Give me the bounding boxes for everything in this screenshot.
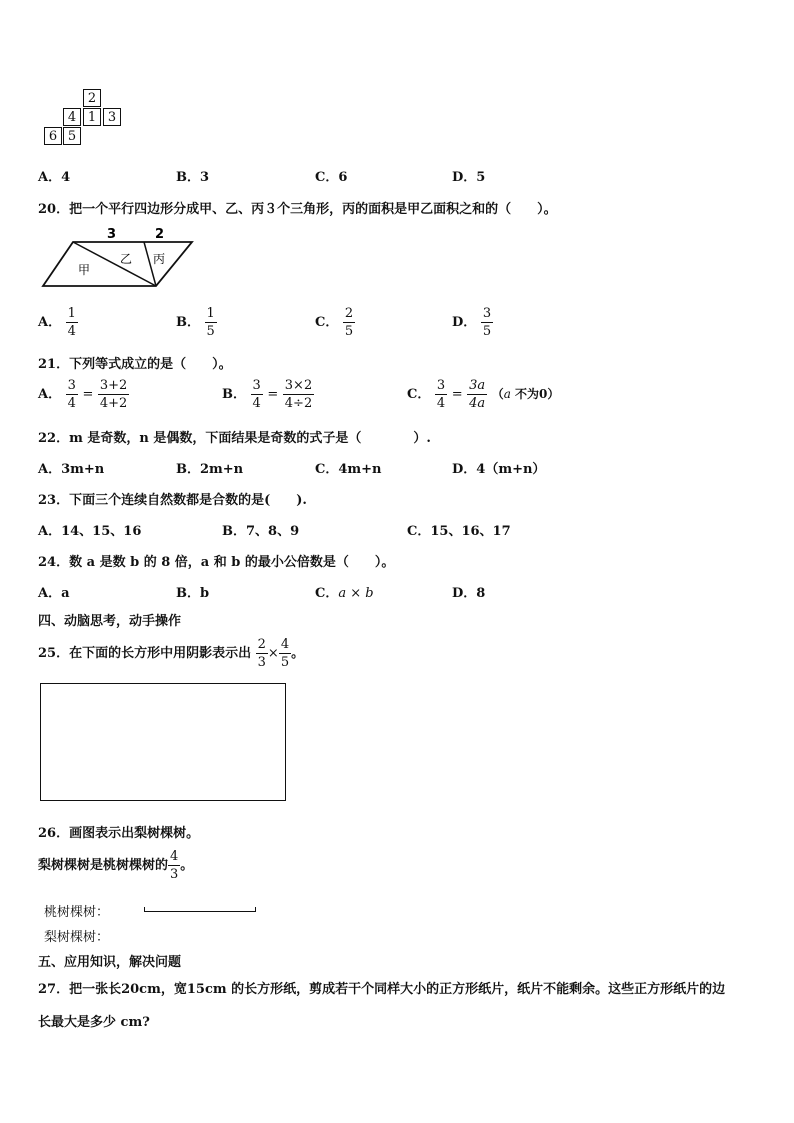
equals-sign: = — [267, 387, 279, 402]
q22-question: 22．m 是奇数，n 是偶数，下面结果是奇数的式子是（ ）. — [38, 431, 431, 446]
q24-option-c[interactable] — [315, 582, 374, 601]
fig-label-jia: 甲 — [78, 263, 91, 277]
q20-option-d[interactable] — [452, 307, 493, 338]
net-cell: 3 — [103, 108, 121, 126]
fraction: $\frac{3}{5}$ — [482, 306, 492, 339]
net-cell: 4 — [63, 108, 81, 126]
fraction: $\frac{3}{4}$ — [67, 378, 76, 411]
fraction: $\frac{4}{5}$ — [280, 637, 290, 670]
option-label: A． — [38, 315, 62, 330]
q24-question: 24．数 a 是数 b 的 8 倍，a 和 b 的最小公倍数是（ ）。 — [38, 555, 395, 570]
q27-question-line1: 27．把一张长20cm，宽15cm 的长方形纸，剪成若干个同样大小的正方形纸片，纸片不能剩余。这些正方形纸片的边 — [38, 982, 726, 997]
fraction: $\frac{3}{4}$ — [436, 378, 446, 411]
net-cell: 6 — [44, 127, 62, 145]
condition-note: （a 不为0） — [491, 387, 560, 401]
fraction: $\frac{3+2}{4+2}$ — [99, 378, 128, 411]
option-label: C． — [407, 387, 431, 402]
times-sign: × — [267, 646, 279, 661]
q22-option-a[interactable]: A．3m+n — [38, 462, 105, 477]
q24-option-a[interactable]: A．a — [38, 586, 70, 601]
equals-sign: = — [82, 387, 94, 402]
fig-label-yi: 乙 — [120, 252, 133, 266]
fig-label-3: 3 — [107, 227, 117, 242]
q26-question: 26．画图表示出梨树棵树。 — [38, 826, 200, 841]
section-heading: 四、动脑思考，动手操作 — [38, 614, 182, 629]
net-cell: 1 — [83, 108, 101, 126]
q23-question: 23．下面三个连续自然数都是合数的是( ). — [38, 493, 307, 508]
net-cell: 2 — [83, 89, 101, 107]
fraction: $\frac{3}{4}$ — [252, 378, 261, 411]
period: 。 — [180, 858, 194, 873]
q27-question-line2: 长最大是多少 cm? — [38, 1015, 150, 1030]
fraction: $\frac{1}{5}$ — [206, 306, 215, 339]
q22-option-b[interactable]: B．2m+n — [176, 462, 244, 477]
q19-option-c[interactable]: C．6 — [315, 170, 348, 185]
fraction: $\frac{2}{5}$ — [344, 306, 354, 339]
q22-option-d[interactable]: D．4（m+n） — [452, 462, 546, 477]
option-label: C． — [315, 315, 339, 330]
peach-segment — [144, 907, 256, 912]
q21-option-b[interactable] — [222, 379, 314, 410]
fraction: $\frac{2}{3}$ — [257, 637, 266, 670]
q19-option-d[interactable]: D．5 — [452, 170, 486, 185]
net-cell: 5 — [63, 127, 81, 145]
q21-question: 21．下列等式成立的是（ ）。 — [38, 357, 232, 372]
fraction: $\frac{1}{4}$ — [67, 306, 76, 339]
equals-sign: = — [451, 387, 463, 402]
q20-question: 20．把一个平行四边形分成甲、乙、丙３个三角形，丙的面积是甲乙面积之和的（ ）。 — [38, 202, 557, 217]
section-heading: 五、应用知识，解决问题 — [38, 955, 182, 970]
q22-option-c[interactable]: C．4m+n — [315, 462, 382, 477]
option-label: A． — [38, 387, 62, 402]
fig-label-bing: 丙 — [153, 252, 166, 266]
q24-option-d[interactable]: D．8 — [452, 586, 486, 601]
option-label: C． — [315, 586, 339, 601]
q20-option-a[interactable] — [38, 307, 78, 338]
pear-label: 梨树棵树： — [44, 930, 110, 945]
expression: a × b — [338, 586, 374, 601]
q23-option-a[interactable]: A．14、15、16 — [38, 524, 142, 539]
q19-option-b[interactable]: B．3 — [176, 170, 210, 185]
parallelogram-figure — [40, 226, 200, 290]
q25-question — [38, 638, 304, 669]
q20-option-c[interactable] — [315, 307, 355, 338]
q20-option-b[interactable] — [176, 307, 217, 338]
question-text: 25．在下面的长方形中用阴影表示出 — [38, 646, 252, 661]
q21-option-c[interactable] — [407, 379, 559, 410]
q24-option-b[interactable]: B．b — [176, 586, 210, 601]
q26-condition — [38, 850, 193, 881]
fraction: $\frac{3a}{4a}$ — [469, 378, 486, 411]
period: 。 — [291, 646, 305, 661]
fig-label-2: 2 — [155, 227, 165, 242]
shading-rectangle[interactable] — [40, 683, 286, 801]
option-label: B． — [176, 315, 200, 330]
q21-option-a[interactable] — [38, 379, 129, 410]
q19-option-a[interactable]: A．4 — [38, 170, 71, 185]
peach-label: 桃树棵树： — [44, 905, 110, 920]
fraction: $\frac{3\times 2}{4\div 2}$ — [284, 378, 313, 411]
q23-option-c[interactable]: C．15、16、17 — [407, 524, 511, 539]
condition-text: 梨树棵树是桃树棵树的 — [38, 858, 169, 873]
fraction: $\frac{4}{3}$ — [170, 849, 179, 882]
option-label: B． — [222, 387, 246, 402]
q23-option-b[interactable]: B．7、8、9 — [222, 524, 300, 539]
option-label: D． — [452, 315, 477, 330]
